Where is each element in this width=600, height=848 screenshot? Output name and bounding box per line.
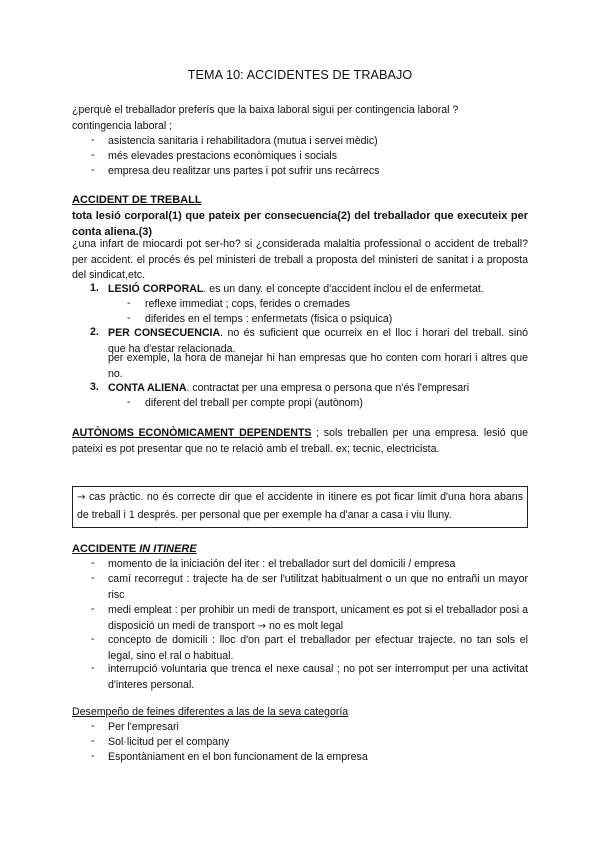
cas-practic-body: cas pràctic. no és correcte dir que el accidente in itinere es pot ficar limit d'una hora abans de treball i 1 després. per personal que per exemple ha d'anar a casa i viu lluny. — [77, 491, 523, 521]
heading-prefix: ACCIDENTE — [72, 543, 140, 555]
intro-bullet: empresa deu realitzar uns partes i pot sufrir uns recàrrecs — [108, 165, 380, 177]
itinere-bullet — [108, 603, 528, 634]
bullet-dash: - — [91, 164, 95, 176]
bullet-dash: - — [91, 557, 95, 569]
section-heading-itinere — [72, 542, 197, 557]
arrow-icon: → — [257, 620, 266, 632]
itinere-bullet: interrupció voluntaria que trenca el nexe causal ; no pot ser interromput per una activitat d'interes personal. — [108, 663, 528, 691]
desempeno-bullet: Sol·licitud per el company — [108, 736, 230, 748]
item-term: PER CONSECUENCIA — [108, 327, 221, 339]
item-number: 3. — [90, 381, 99, 393]
item-line — [108, 282, 484, 297]
item-term: CONTA ALIENA — [108, 382, 187, 394]
desempeno-bullet: Espontàniament en el bon funcionament de la empresa — [108, 751, 368, 763]
bullet-dash: - — [91, 735, 95, 747]
sub-bullet: diferides en el temps : enfermetats (fisica o psiquica) — [145, 313, 393, 325]
sub-bullet: reflexe immediat ; cops, ferides o cremades — [145, 298, 350, 310]
bullet-dash: - — [91, 134, 95, 146]
autonoms-paragraph — [72, 426, 528, 457]
item-line — [108, 381, 469, 396]
sub-bullet-dash: - — [127, 297, 131, 309]
section-heading-accident: ACCIDENT DE TREBALL — [72, 194, 202, 206]
page-title: TEMA 10: ACCIDENTES DE TRABAJO — [187, 68, 413, 82]
bullet-dash: - — [91, 633, 95, 645]
bullet-dash: - — [91, 149, 95, 161]
bullet-dash: - — [91, 603, 95, 615]
itinere-arrow-suffix: no es molt legal — [268, 619, 344, 632]
arrow-icon: → — [77, 492, 86, 503]
accident-question: ¿una infart de miocardi pot ser-ho? si ¿considerada malaltia professional o accident de treball? per accident. el procés és pel ministeri de treball a proposta del ministeri de sanitat i a proposta del sindicat,etc. — [72, 238, 528, 281]
cas-practic-text — [77, 489, 523, 524]
item-term: LESIÓ CORPORAL — [108, 283, 204, 295]
item-number: 1. — [90, 282, 99, 294]
itinere-bullet-text: medi empleat : per prohibir un medi de transport, unicament es pot si el treballador posi a disposició un medi de transport — [108, 604, 528, 632]
intro-bullet: asistencia sanitaria i rehabilitadora (mutua i servei mèdic) — [108, 135, 378, 147]
item-text: . contractat per una empresa o persona que n'és l'empresari — [186, 382, 470, 394]
accident-definition: tota lesió corporal(1) que pateix per consecuencia(2) del treballador que executeix per conta aliena.(3) — [72, 210, 528, 238]
section-heading-desempeno: Desempeño de feines diferentes a las de la seva categoría — [72, 706, 349, 718]
itinere-bullet: camí recorregut : trajecte ha de ser l'utilitzat habitualment o un que no entrañi un mayor risc — [108, 573, 528, 601]
bullet-dash: - — [91, 720, 95, 732]
bullet-dash: - — [91, 750, 95, 762]
itinere-bullet: momento de la iniciación del iter : el treballador surt del domicili / empresa — [108, 558, 456, 570]
item-extra: per exemple, la hora de manejar hi han empresas que ho conten com horari i altres que no. — [108, 352, 528, 380]
desempeno-bullet: Per l'empresari — [108, 721, 179, 733]
intro-answer: contingencia laboral ; — [72, 120, 173, 132]
sub-bullet-dash: - — [127, 312, 131, 324]
intro-question: ¿perquè el treballador preferís que la baixa laboral sigui per contingencia laboral ? — [72, 104, 459, 116]
autonoms-heading: AUTÒNOMS ECONÒMICAMENT DEPENDENTS — [72, 427, 312, 439]
item-number: 2. — [90, 326, 99, 338]
item-text: . no és suficient que ocurreix en el lloc i horari del treball. sinó que ha d'estar relacionada. — [108, 327, 528, 355]
itinere-bullet: concepto de domicili : lloc d'on part el treballador per efectuar trajecte. no tan sols el legal, sino el ral o habitual. — [108, 634, 528, 662]
sub-bullet-dash: - — [127, 396, 131, 408]
autonoms-text: ; sols treballen per una empresa. lesió que pateixi es pot presentar que no te relació amb el treball. ex; tecnic, electricista. — [72, 427, 528, 455]
intro-bullet: més elevades prestacions econòmiques i socials — [108, 150, 338, 162]
heading-italic: IN ITINERE — [139, 543, 197, 555]
bullet-dash: - — [91, 572, 95, 584]
sub-bullet: diferent del treball per compte propi (autònom) — [145, 397, 363, 409]
item-text: . es un dany. el concepte d'accident inclou el de enfermetat. — [203, 283, 484, 295]
bullet-dash: - — [91, 662, 95, 674]
